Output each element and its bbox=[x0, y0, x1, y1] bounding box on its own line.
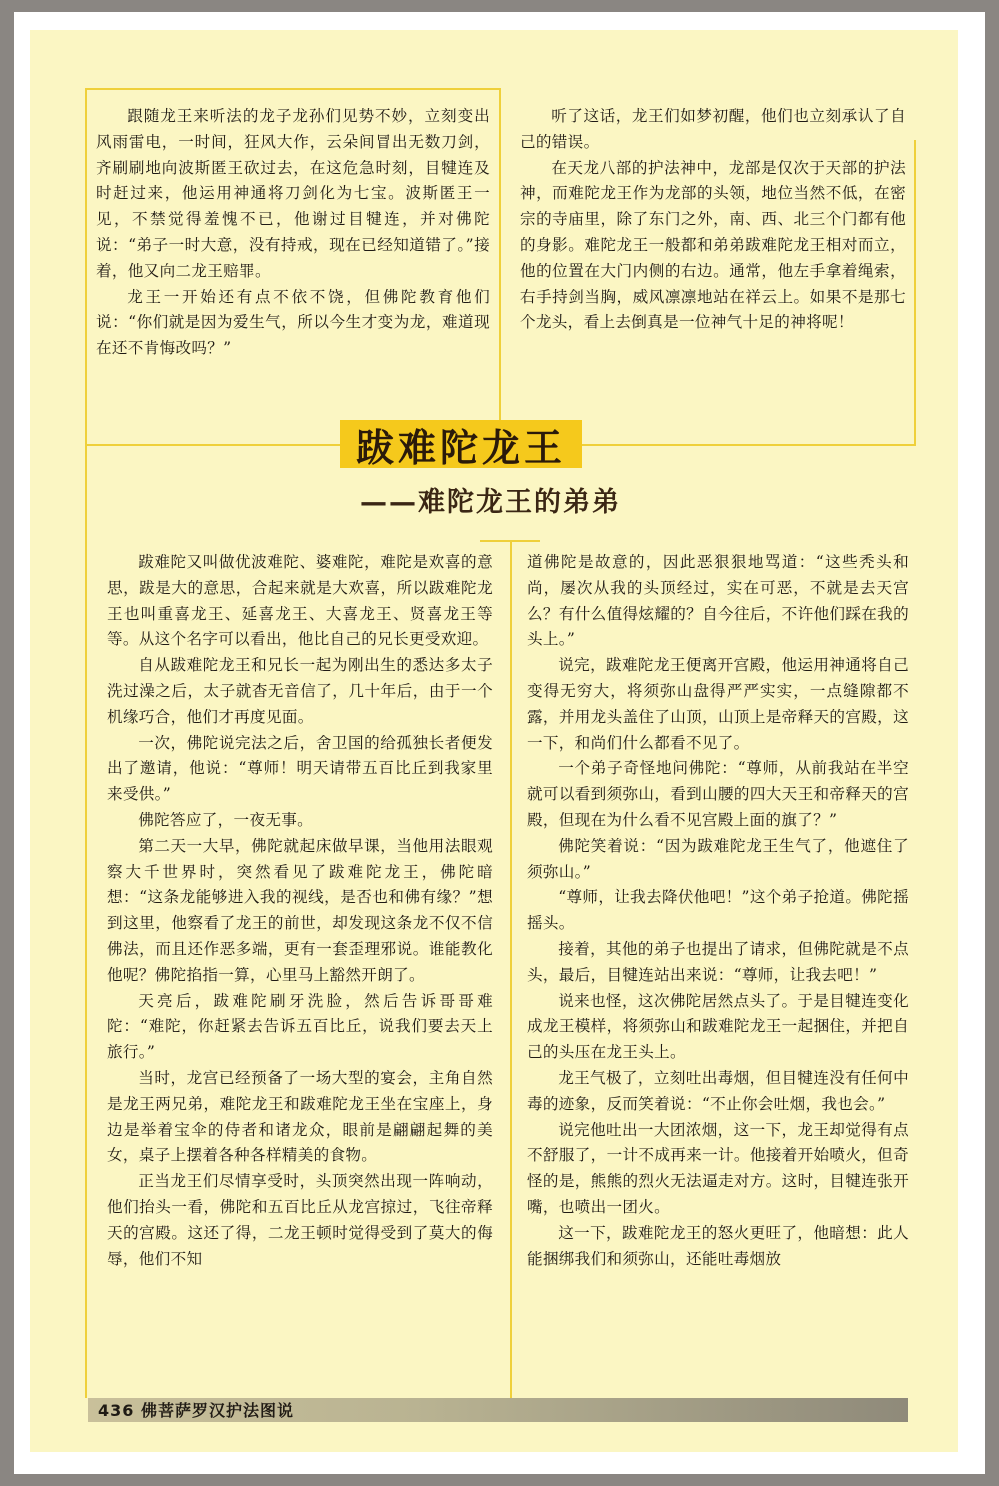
paragraph: 这一下，跋难陀龙王的怒火更旺了，他暗想：此人能捆绑我们和须弥山，还能吐毒烟放 bbox=[527, 1223, 909, 1268]
paragraph: “尊师，让我去降伏他吧！”这个弟子抢道。佛陀摇摇头。 bbox=[527, 888, 909, 933]
paragraph: 当时，龙宫已经预备了一场大型的宴会，主角自然是龙王两兄弟，难陀龙王和跋难陀龙王坐在宝座上，身边是举着宝伞的侍者和诸龙众，眼前是翩翩起舞的美女，桌子上摆着各种各样精美的食物。 bbox=[107, 1068, 493, 1165]
top-left-column bbox=[96, 104, 490, 362]
paragraph: 跋难陀又叫做优波难陀、婆难陀，难陀是欢喜的意思，跋是大的意思，合起来就是大欢喜，所以跋难陀龙王也叫重喜龙王、延喜龙王、大喜龙王、贤喜龙王等等。从这个名字可以看出，他比自己的兄长更受欢迎。 bbox=[107, 553, 493, 649]
paragraph: 龙王气极了，立刻吐出毒烟，但目犍连没有任何中毒的迹象，反而笑着说：“不止你会吐烟，我也会。” bbox=[527, 1068, 909, 1113]
paragraph: 在天龙八部的护法神中，龙部是仅次于天部的护法神，而难陀龙王作为龙部的头领，地位当然不低，在密宗的寺庙里，除了东门之外，南、西、北三个门都有他的身影。难陀龙王一般都和弟弟跋难陀龙王相对而立，他的位置在大门内侧的右边。通常，他左手拿着绳索，右手持剑当胸，威风凛凛地站在祥云上。如果不是那七个龙头，看上去倒真是一位神气十足的神将呢！ bbox=[520, 158, 906, 332]
paragraph: 说来也怪，这次佛陀居然点头了。于是目犍连变化成龙王模样，将须弥山和跋难陀龙王一起捆住，并把自己的头压在龙王头上。 bbox=[527, 991, 909, 1062]
paragraph: 听了这话，龙王们如梦初醒，他们也立刻承认了自己的错误。 bbox=[520, 107, 906, 151]
paragraph: 一个弟子奇怪地问佛陀：“尊师，从前我站在半空就可以看到须弥山，看到山腰的四大天王和帝释天的宫殿，但现在为什么看不见宫殿上面的旗了？” bbox=[527, 759, 909, 829]
right-top-rule bbox=[914, 140, 916, 444]
paragraph: 说完他吐出一大团浓烟，这一下，龙王却觉得有点不舒服了，一计不成再来一计。他接着开始喷火，但奇怪的是，熊熊的烈火无法逼走对方。这时，目犍连张开嘴，也喷出一团火。 bbox=[527, 1120, 909, 1216]
paragraph: 一次，佛陀说完法之后，舍卫国的给孤独长者便发出了邀请，他说：“尊师！明天请带五百比丘到我家里来受供。” bbox=[107, 733, 493, 804]
paragraph: 佛陀答应了，一夜无事。 bbox=[138, 810, 314, 829]
top-rule-left bbox=[85, 88, 499, 90]
paragraph: 佛陀笑着说：“因为跋难陀龙王生气了，他遮住了须弥山。” bbox=[527, 836, 909, 881]
bottom-right-column bbox=[527, 550, 909, 1272]
paragraph: 第二天一大早，佛陀就起床做早课，当他用法眼观察大千世界时，突然看见了跋难陀龙王，佛陀暗想：“这条龙能够进入我的视线，是否也和佛有缘？”想到这里，他察看了龙王的前世，却发现这条龙不仅不信佛法，而且还作恶多端，更有一套歪理邪说。谁能教化他呢？佛陀掐指一算，心里马上豁然开朗了。 bbox=[107, 836, 493, 984]
paragraph: 说完，跋难陀龙王便离开宫殿，他运用神通将自己变得无穷大，将须弥山盘得严严实实，一点缝隙都不露，并用龙头盖住了山顶，山顶上是帝释天的宫殿，这一下，和尚们什么都看不见了。 bbox=[527, 656, 909, 752]
paragraph: 接着，其他的弟子也提出了请求，但佛陀就是不点头，最后，目犍连站出来说：“尊师，让我去吧！” bbox=[527, 939, 909, 984]
paragraph: 自从跋难陀龙王和兄长一起为刚出生的悉达多太子洗过澡之后，太子就杳无音信了，几十年后，由于一个机缘巧合，他们才再度见面。 bbox=[107, 656, 493, 726]
bottom-left-column bbox=[107, 550, 493, 1272]
paragraph: 正当龙王们尽情享受时，头顶突然出现一阵响动，他们抬头一看，佛陀和五百比丘从龙宫掠过，飞往帝释天的宫殿。这还了得，二龙王顿时觉得受到了莫大的侮辱，他们不知 bbox=[107, 1172, 493, 1268]
section-title-box bbox=[340, 420, 582, 468]
bottom-center-rule-top bbox=[480, 540, 540, 542]
top-center-rule bbox=[499, 88, 501, 444]
section-subtitle: ——难陀龙王的弟弟 bbox=[360, 487, 621, 518]
paragraph: 道佛陀是故意的，因此恶狠狠地骂道：“这些秃头和尚，屡次从我的头顶经过，实在可恶，不就是去天宫么？有什么值得炫耀的？自今往后，不许他们踩在我的头上。” bbox=[527, 553, 909, 649]
top-right-column bbox=[520, 104, 906, 336]
paragraph: 天亮后，跋难陀刷牙洗脸，然后告诉哥哥难陀：“难陀，你赶紧去告诉五百比丘，说我们要去天上旅行。” bbox=[107, 991, 493, 1062]
paragraph: 跟随龙王来听法的龙子龙孙们见势不妙，立刻变出风雨雷电，一时间，狂风大作，云朵间冒出无数刀剑，齐刷刷地向波斯匿王砍过去，在这危急时刻，目犍连及时赶过来，他运用神通将刀剑化为七宝。波斯匿王一见，不禁觉得羞愧不已，他谢过目犍连，并对佛陀说：“弟子一时大意，没有持戒，现在已经知道错了。”接着，他又向二龙王赔罪。 bbox=[96, 107, 490, 280]
left-rule bbox=[85, 88, 87, 1398]
section-title: 跋难陀龙王 bbox=[355, 425, 566, 470]
page-footer: 436 佛菩萨罗汉护法图说 bbox=[98, 1401, 294, 1420]
paragraph: 龙王一开始还有点不依不饶，但佛陀教育他们说：“你们就是因为爱生气，所以今生才变为龙，难道现在还不肯悔改吗？” bbox=[96, 287, 490, 358]
bottom-center-rule bbox=[510, 540, 512, 1398]
